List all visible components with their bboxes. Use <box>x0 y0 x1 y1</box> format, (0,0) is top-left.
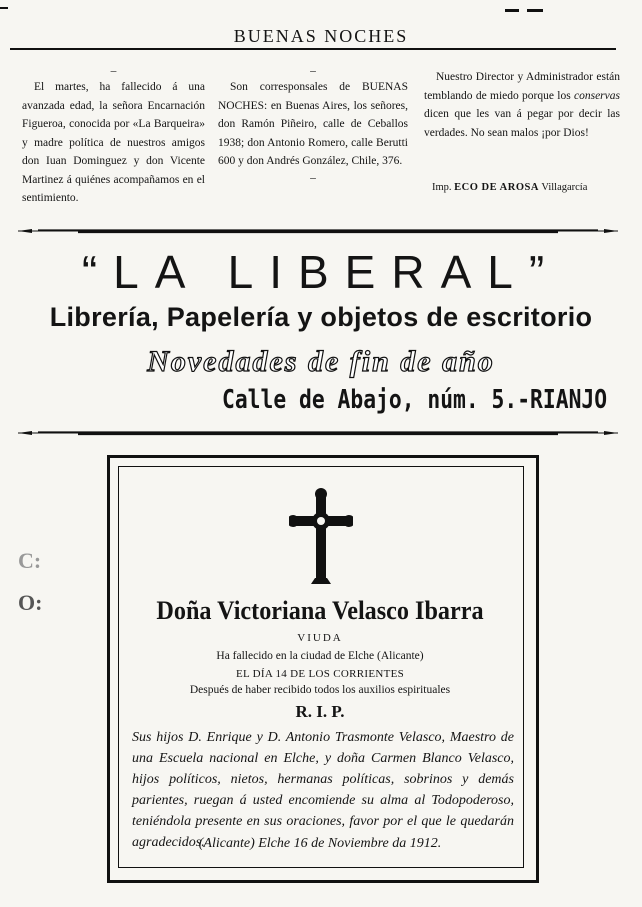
ad-subtitle: Librería, Papelería y objetos de escritorio <box>49 302 593 332</box>
cross-icon <box>289 488 353 588</box>
margin-fragment: O: <box>18 590 43 615</box>
ornamental-rule <box>18 226 618 236</box>
page-dash <box>527 9 543 12</box>
imprint-prefix: Imp. <box>432 182 452 193</box>
death-place: Ha fallecido en la ciudad de Elche (Alicante) <box>216 650 424 662</box>
column-text: Son corresponsales de BUENAS NOCHES: en Buenas Aires, los señores, don Ramón Piñeiro, calle de Ceballos 1938; don Antonio Romero, calle Berutti 600 y don Andrés González, Chile, 376. <box>218 81 408 167</box>
imprint-place: Villagarcía <box>541 182 588 193</box>
obituary-body: Sus hijos D. Enrique y D. Antonio Trasmonte Velasco, Maestro de una Escuela nacional en Elche, y doña Carmen Blanco Velasco, hijos políticos, nietos, hermanas políticas, sobrinos y demás parientes, ruegan á usted encomiende su alma al Todopoderoso, teniéndola presente en sus oraciones, favor por el que le quedarán agradecidos. <box>132 730 514 850</box>
column-text <box>424 68 620 142</box>
corner-mark <box>0 7 8 9</box>
ornamental-rule <box>18 428 618 438</box>
column-text-b: dicen que les van á pegar por decir las verdades. No sean malos ¡por Dios! <box>424 108 620 139</box>
ad-title: “LA LIBERAL” <box>81 246 561 298</box>
header-rule <box>10 48 616 50</box>
newspaper-title: BUENAS NOCHES <box>233 26 409 46</box>
rip: R. I. P. <box>295 702 345 721</box>
column-dash: – <box>310 171 316 184</box>
column-middle <box>218 64 408 185</box>
imprint-line <box>432 182 587 193</box>
column-text: El martes, ha fallecido á una avanzada edad, la señora Encarnación Figueroa, conocida por «La Barqueira» y madre política de nuestros amigos don Iuan Dominguez y don Vicente Martinez á quiénes acompañamos en el sentimiento. <box>22 81 205 204</box>
column-text-emphasis: conservas <box>574 89 620 102</box>
margin-fragment: C: <box>18 548 42 573</box>
column-dash: – <box>310 65 316 77</box>
obituary-footer: (Alicante) Elche 16 de Noviembre da 1912. <box>198 836 442 851</box>
column-left <box>22 64 205 208</box>
ad-address: Calle de Abajo, núm. 5.-RIANJO <box>222 385 608 415</box>
column-right <box>424 68 620 142</box>
column-text-a: Nuestro Director y Administrador están temblando de miedo porque los <box>424 71 620 102</box>
deceased-name: Doña Victoriana Velasco Ibarra <box>156 596 484 625</box>
page-dash <box>505 9 519 12</box>
column-dash: – <box>110 65 117 77</box>
deceased-status: VIUDA <box>297 632 343 644</box>
death-date: EL DÍA 14 DE LOS CORRIENTES <box>235 668 405 680</box>
imprint-name: ECO DE AROSA <box>454 182 539 193</box>
sacraments-line: Después de haber recibido todos los auxilios espirituales <box>189 684 451 696</box>
ad-novelties: Novedades de fin de año <box>147 345 495 378</box>
